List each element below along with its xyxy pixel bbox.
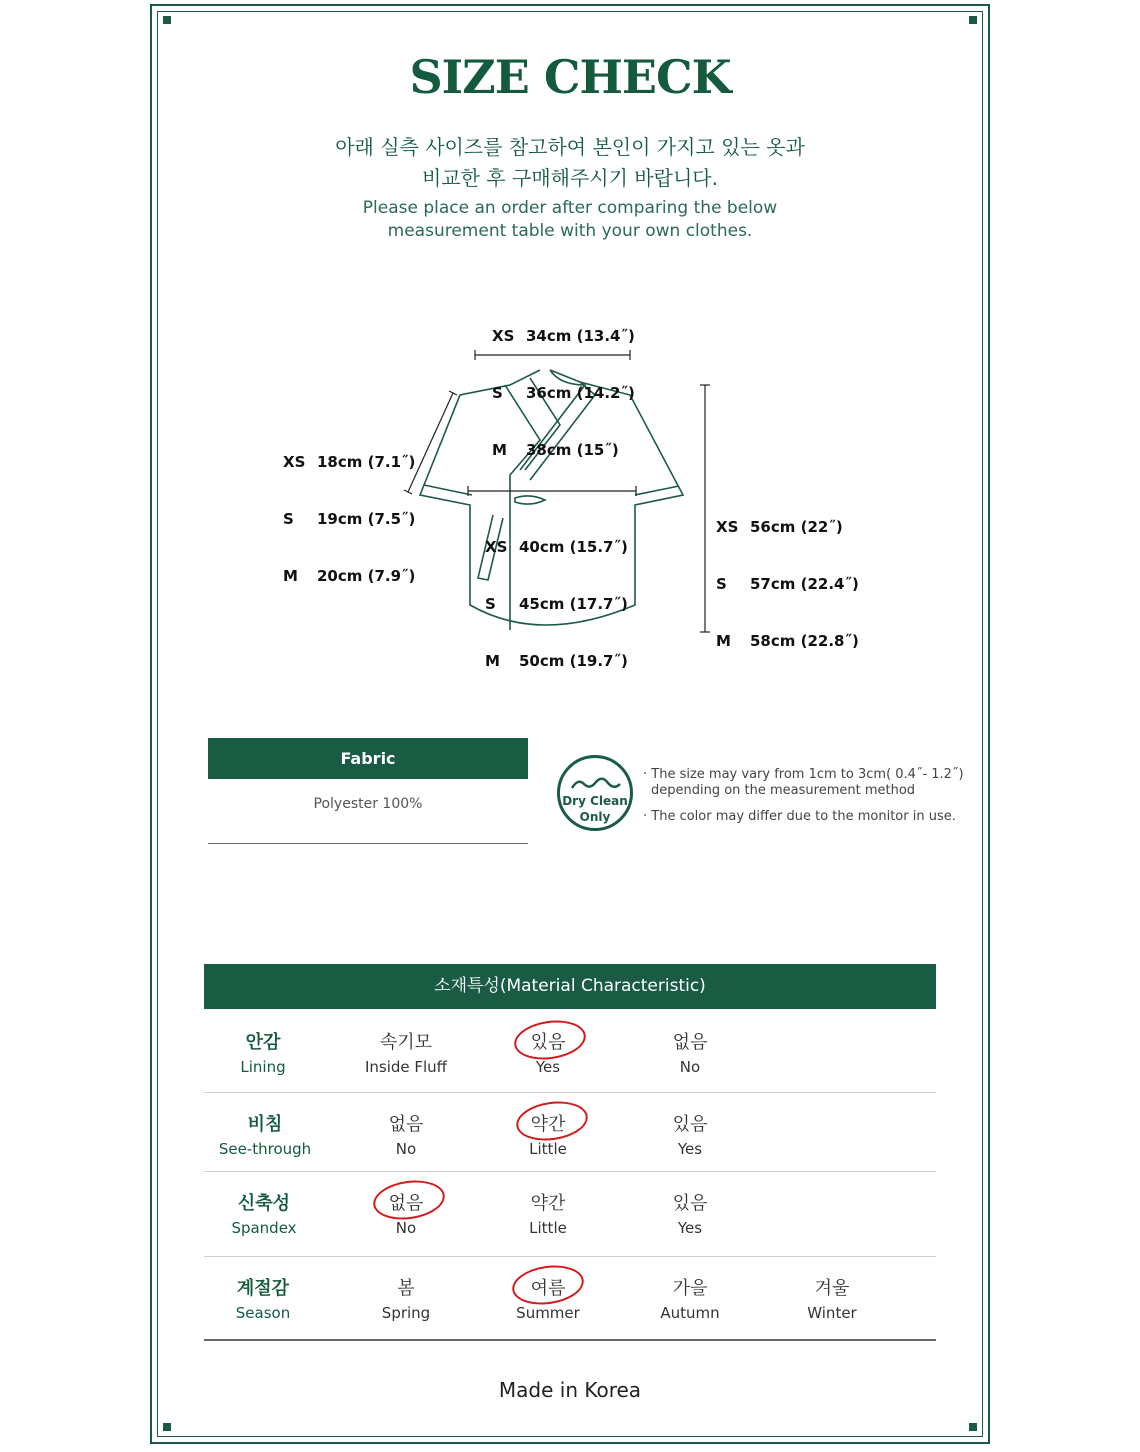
size-value: 19cm (7.5˝)	[317, 510, 416, 528]
size-value: 20cm (7.9˝)	[317, 567, 416, 585]
label-en: Spandex	[231, 1219, 297, 1237]
option-cell	[478, 1189, 618, 1237]
note-color: · The color may differ due to the monitor in use.	[643, 809, 956, 824]
option-cell	[336, 1274, 476, 1322]
option-ko: 속기모	[379, 1032, 433, 1053]
row-see-through-label	[195, 1110, 335, 1158]
option-ko: 약간	[530, 1193, 566, 1214]
option-cell	[620, 1189, 760, 1237]
size-value: 40cm (15.7˝)	[519, 538, 628, 556]
note-size-variance: · The size may vary from 1cm to 3cm( 0.4˝- 1.2˝)	[643, 767, 964, 782]
option-en: Inside Fluff	[364, 1058, 448, 1076]
option-en: Yes	[677, 1140, 703, 1158]
wave-icon	[560, 766, 630, 796]
row-lining-label	[193, 1028, 333, 1076]
option-ko: 있음	[672, 1193, 708, 1214]
label-ko: 계절감	[236, 1278, 290, 1299]
size-label: M	[492, 441, 507, 459]
option-cell	[620, 1028, 760, 1076]
option-en: Summer	[516, 1304, 580, 1322]
dry-clean-icon	[557, 755, 633, 831]
option-en: Little	[529, 1219, 567, 1237]
size-label: XS	[283, 453, 306, 471]
option-cell	[336, 1110, 476, 1158]
option-ko: 없음	[388, 1193, 424, 1214]
option-en: No	[395, 1140, 417, 1158]
care-line-1: Dry Clean	[562, 794, 628, 808]
size-label: M	[716, 632, 731, 650]
option-ko: 가을	[672, 1278, 708, 1299]
size-label: S	[283, 510, 294, 528]
size-label: S	[716, 575, 727, 593]
material-header: 소재특성(Material Characteristic)	[204, 964, 936, 1009]
option-cell	[620, 1274, 760, 1322]
option-cell	[762, 1274, 902, 1322]
option-ko: 여름	[530, 1278, 566, 1299]
size-value: 57cm (22.4˝)	[750, 575, 859, 593]
row-divider	[204, 1256, 936, 1257]
fabric-divider	[208, 843, 528, 844]
intro-korean-line-2: 비교한 후 구매해주시기 바랍니다.	[422, 166, 718, 190]
length-measurements	[716, 480, 859, 670]
size-value: 58cm (22.8˝)	[750, 632, 859, 650]
size-label: S	[492, 384, 503, 402]
label-ko: 신축성	[237, 1193, 291, 1214]
size-label: M	[485, 652, 500, 670]
care-line-2: Only	[579, 810, 611, 824]
option-en: Winter	[807, 1304, 857, 1322]
option-en: No	[679, 1058, 701, 1076]
option-en: Little	[529, 1140, 567, 1158]
size-value: 38cm (15˝)	[526, 441, 619, 459]
size-label: M	[283, 567, 298, 585]
option-en: Yes	[535, 1058, 561, 1076]
table-bottom-divider	[204, 1339, 936, 1341]
option-en: Yes	[677, 1219, 703, 1237]
sleeve-measurements	[283, 415, 415, 605]
intro-english-line-1: Please place an order after comparing the below	[362, 198, 778, 218]
option-ko: 약간	[530, 1114, 566, 1135]
shoulder-measurements	[492, 289, 635, 479]
size-value: 56cm (22˝)	[750, 518, 843, 536]
size-value: 36cm (14.2˝)	[526, 384, 635, 402]
option-ko: 없음	[388, 1114, 424, 1135]
size-label: XS	[485, 538, 508, 556]
option-cell	[620, 1110, 760, 1158]
label-en: Season	[235, 1304, 291, 1322]
size-value: 18cm (7.1˝)	[317, 453, 416, 471]
corner-mark	[969, 1423, 977, 1431]
row-season-label	[193, 1274, 333, 1322]
label-en: See-through	[218, 1140, 312, 1158]
intro-english-line-2: measurement table with your own clothes.	[387, 221, 753, 241]
page-title: SIZE CHECK	[409, 50, 731, 104]
size-value: 45cm (17.7˝)	[519, 595, 628, 613]
size-value: 50cm (19.7˝)	[519, 652, 628, 670]
option-en: Spring	[381, 1304, 431, 1322]
label-en: Lining	[240, 1058, 286, 1076]
option-en: No	[395, 1219, 417, 1237]
option-ko: 봄	[397, 1278, 415, 1299]
option-ko: 겨울	[814, 1278, 850, 1299]
fabric-header: Fabric	[208, 738, 528, 779]
corner-mark	[163, 1423, 171, 1431]
size-label: XS	[716, 518, 739, 536]
intro-korean-line-1: 아래 실측 사이즈를 참고하여 본인이 가지고 있는 옷과	[335, 135, 805, 159]
origin-label: Made in Korea	[498, 1378, 642, 1402]
option-ko: 있음	[672, 1114, 708, 1135]
row-divider	[204, 1092, 936, 1093]
option-ko: 있음	[530, 1032, 566, 1053]
size-value: 34cm (13.4˝)	[526, 327, 635, 345]
chest-measurements	[485, 500, 628, 690]
option-cell	[336, 1028, 476, 1076]
label-ko: 안감	[245, 1032, 281, 1053]
option-en: Autumn	[660, 1304, 720, 1322]
size-label: XS	[492, 327, 515, 345]
row-divider	[204, 1171, 936, 1172]
option-ko: 없음	[672, 1032, 708, 1053]
note-size-variance-cont: depending on the measurement method	[651, 783, 916, 798]
size-label: S	[485, 595, 496, 613]
row-spandex-label	[194, 1189, 334, 1237]
fabric-value: Polyester 100%	[313, 796, 423, 812]
label-ko: 비침	[247, 1114, 283, 1135]
